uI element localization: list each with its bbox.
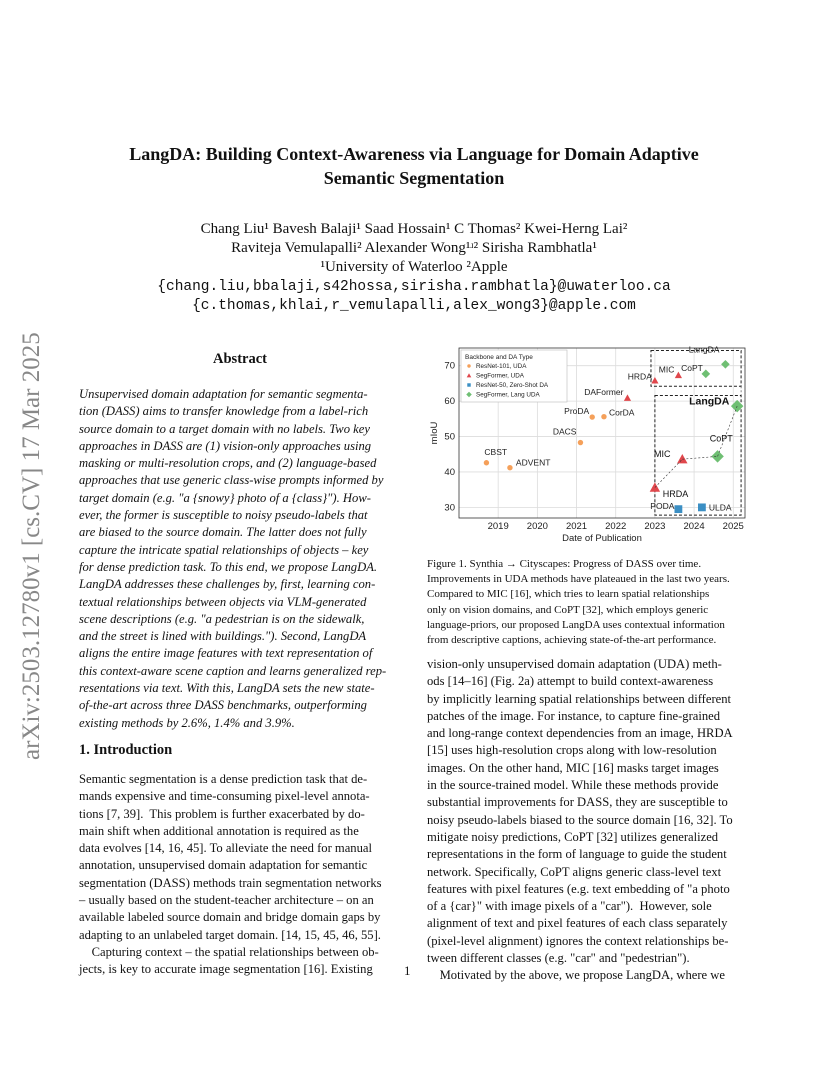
text-line: images. On the other hand, MIC [16] masks target images (427, 760, 719, 775)
text-line: in the source-trained model. While these methods provide (427, 778, 719, 793)
inset-point-copt (711, 450, 723, 462)
text-line: target domain (e.g. "a {snowy} photo of a {class}"). How- (79, 490, 371, 505)
paper-title (60, 142, 768, 190)
text-line: alignment of text and pixel features of each class separately (427, 916, 728, 931)
text-line: representations in the form of language to guide the student (427, 847, 727, 862)
authors-line-2: Raviteja Vemulapalli² Alexander Wong¹ʴ² Sirisha Rambhatla¹ (231, 240, 597, 256)
text-line: scene descriptions (e.g. "a pedestrian is on the sidewalk, (79, 611, 365, 626)
x-tick-label: 2023 (644, 521, 666, 532)
text-line: Figure 1. Synthia → Cityscapes: Progress of DASS over time. (427, 558, 702, 570)
text-line: available labeled source domain and bridge domain gaps by (79, 910, 381, 925)
arxiv-identifier: arXiv:2503.12780v1 [cs.CV] 17 Mar 2025 (18, 332, 45, 760)
text-line: patches of the image. For instance, to capture fine-grained (427, 708, 721, 723)
legend-marker (467, 383, 470, 386)
text-line: Compared to MIC [16], which tries to learn spatial relationships (427, 588, 710, 601)
text-line: mitigate noisy predictions, CoPT [32] utilizes generalized (427, 829, 719, 844)
text-line: masking or multi-resolution crops, and (2) language-based (79, 456, 377, 471)
x-tick-label: 2020 (526, 521, 548, 532)
y-axis-label: mIoU (429, 421, 440, 445)
x-tick-label: 2022 (605, 521, 627, 532)
inset-point-poda (674, 505, 682, 513)
text-line: ods [14–16] (Fig. 2a) attempt to build context-awareness (427, 674, 714, 689)
text-line: [15] uses high-resolution crops along with low-resolution (427, 743, 717, 758)
data-point-advent (507, 465, 512, 470)
text-line: substantial improvements for DASS, they are susceptible to (427, 795, 728, 810)
text-line: tween different classes (e.g. "car" and "pedestrian"). (427, 951, 690, 966)
legend-title: Backbone and DA Type (465, 354, 533, 361)
text-line: noisy pseudo-labels biased to the source domain [16, 32]. To (427, 812, 733, 827)
text-line: annotation, unsupervised domain adaptation for semantic (79, 858, 368, 873)
text-line: language-priors, our proposed LangDA uses contextual information (427, 618, 725, 631)
text-line: Improvements in UDA methods have plateaued in the last two years. (427, 573, 730, 586)
data-label-proda: ProDA (564, 406, 590, 417)
y-tick-label: 50 (444, 431, 455, 443)
text-line: mands expensive and time-consuming pixel-level annota- (79, 789, 370, 804)
title-line-2: Semantic Segmentation (323, 168, 505, 188)
email-line-2: {c.thomas,khlai,r_vemulapalli,alex_wong3}@apple.com (192, 298, 636, 314)
inset-label-langda: LangDA (689, 395, 730, 408)
data-label-hrda: HRDA (627, 371, 652, 382)
text-line: and long-range context dependencies from an image, HRDA (427, 726, 733, 741)
data-label-poda: PODA (650, 501, 675, 512)
text-line: main shift when additional annotation is required as the (79, 823, 359, 838)
text-line: of-the-art across three DASS benchmarks, outperforming (79, 698, 367, 713)
data-point-proda (590, 414, 595, 419)
y-tick-label: 40 (444, 466, 455, 478)
text-line: segmentation (DASS) methods train segmentation networks (79, 875, 382, 890)
text-line: capture the intricate spatial relationships of objects – key (79, 542, 369, 557)
figure-1-caption (427, 557, 749, 648)
text-line: vision-only unsupervised domain adaptation (UDA) meth- (427, 657, 722, 671)
text-line: data evolves [14, 16, 45]. To alleviate the need for manual (79, 841, 372, 856)
text-line: textual relationships between objects via VLM-generated (79, 594, 367, 609)
data-label-dacs: DACS (552, 426, 577, 437)
inset-trend-line (718, 406, 738, 456)
authors-line-1: Chang Liu¹ Bavesh Balaji¹ Saad Hossain¹ C Thomas² Kwei-Herng Lai² (200, 221, 628, 237)
text-line: by implicitly learning spatial relationships between different (427, 691, 732, 706)
text-line: this context-aware scene caption and learns generalized rep- (79, 663, 387, 678)
inset-label-copt: CoPT (709, 433, 733, 444)
y-tick-label: 70 (444, 360, 455, 372)
legend-entry: ResNet-101, UDA (476, 363, 527, 370)
page-number: 1 (404, 963, 411, 978)
text-line: ever, the former is susceptible to noisy pseudo-labels that (79, 508, 368, 523)
introduction-heading: 1. Introduction (79, 742, 173, 758)
data-label-daformer: DAFormer (584, 386, 624, 397)
data-point-daformer (624, 394, 631, 400)
introduction-body (79, 771, 401, 979)
x-tick-label: 2019 (487, 521, 509, 532)
abstract-heading: Abstract (213, 351, 267, 367)
email-line-1: {chang.liu,bbalaji,s42hossa,sirisha.rambhatla}@uwaterloo.ca (157, 279, 671, 295)
text-line: Semantic segmentation is a dense prediction task that de- (79, 772, 368, 786)
legend-entry: SegFormer, Lang UDA (476, 391, 540, 399)
data-point-corda (601, 414, 606, 419)
data-label-langda: LangDA (688, 344, 720, 355)
data-point-hrda (651, 377, 658, 383)
text-line: are biased to the source domain. The latter does not fully (79, 525, 367, 540)
title-line-1: LangDA: Building Context-Awareness via Language for Domain Adaptive (129, 144, 699, 164)
legend-entry: ResNet-50, Zero-Shot DA (476, 382, 549, 389)
text-line: of a {car}" with image pixels of a "car"). However, sole (427, 899, 712, 914)
text-line: from descriptive captions, achieving state-of-the-art performance. (427, 634, 717, 647)
data-label-corda: CorDA (608, 407, 635, 418)
x-tick-label: 2021 (565, 521, 588, 532)
data-label-advent: ADVENT (515, 457, 551, 468)
y-tick-label: 30 (444, 502, 455, 514)
text-line: jects, is key to accurate image segmentation [16]. Existing (79, 962, 373, 977)
text-line: Motivated by the above, we propose LangDA, where we (427, 968, 725, 983)
abstract-body (79, 386, 401, 732)
data-label-copt: CoPT (681, 362, 703, 373)
data-label-ulda: ULDA (708, 502, 732, 513)
affiliations: ¹University of Waterloo ²Apple (320, 259, 508, 275)
inset-label-mic: MIC (654, 449, 671, 460)
x-tick-label: 2024 (683, 521, 705, 532)
text-line: and the street is lined with buildings."). Second, LangDA (79, 629, 367, 644)
right-column-body (427, 656, 749, 985)
text-line: Unsupervised domain adaptation for semantic segmenta- (79, 387, 368, 401)
text-line: for dense prediction task. To this end, we propose LangDA. (79, 559, 378, 574)
inset-point-mic (677, 454, 687, 463)
text-line: network. Specifically, CoPT aligns generic class-level text (427, 864, 722, 879)
text-line: tion (DASS) aims to transfer knowledge from a label-rich (79, 404, 369, 419)
text-line: resentations via text. With this, LangDA sets the new state- (79, 681, 375, 696)
figure-1-chart (427, 340, 757, 550)
data-point-cbst (484, 460, 489, 465)
text-line: Capturing context – the spatial relationships between ob- (79, 944, 379, 959)
legend-entry: SegFormer, UDA (476, 372, 524, 380)
text-line: source domain to a target domain with no labels. Two key (79, 421, 370, 436)
data-label-mic: MIC (658, 364, 675, 375)
data-point-langda (721, 360, 730, 369)
legend-marker (467, 364, 470, 367)
inset-trend-line (655, 459, 682, 487)
text-line: – usually based on the student-teacher architecture – on an (79, 893, 374, 908)
data-point-dacs (578, 440, 583, 445)
data-label-cbst: CBST (484, 446, 508, 457)
x-axis-label: Date of Publication (562, 533, 642, 544)
text-line: tions [7, 39]. This problem is further exacerbated by do- (79, 806, 365, 821)
y-tick-label: 60 (444, 396, 455, 408)
text-line: features with pixel features (e.g. text embedding of "a photo (427, 881, 730, 896)
text-line: aligns the entire image features with text representation of (79, 646, 373, 661)
text-line: approaches in DASS are (1) vision-only approaches using (79, 438, 372, 453)
text-line: LangDA addresses these challenges by, first, learning con- (79, 577, 376, 592)
text-line: approaches that use generic class-wise prompts informed by (79, 473, 384, 488)
x-tick-label: 2025 (722, 521, 744, 532)
inset-point-ulda (698, 503, 706, 511)
text-line: adapting to an unlabeled target domain. [14, 15, 45, 46, 55]. (79, 927, 381, 942)
text-line: (pixel-level alignment) ignores the context relationships be- (427, 933, 729, 948)
text-line: only on vision domains, and CoPT [32], which employs generic (427, 603, 709, 616)
text-line: existing methods by 2.6%, 1.4% and 3.9%. (79, 715, 295, 730)
inset-label-hrda: HRDA (662, 488, 689, 499)
